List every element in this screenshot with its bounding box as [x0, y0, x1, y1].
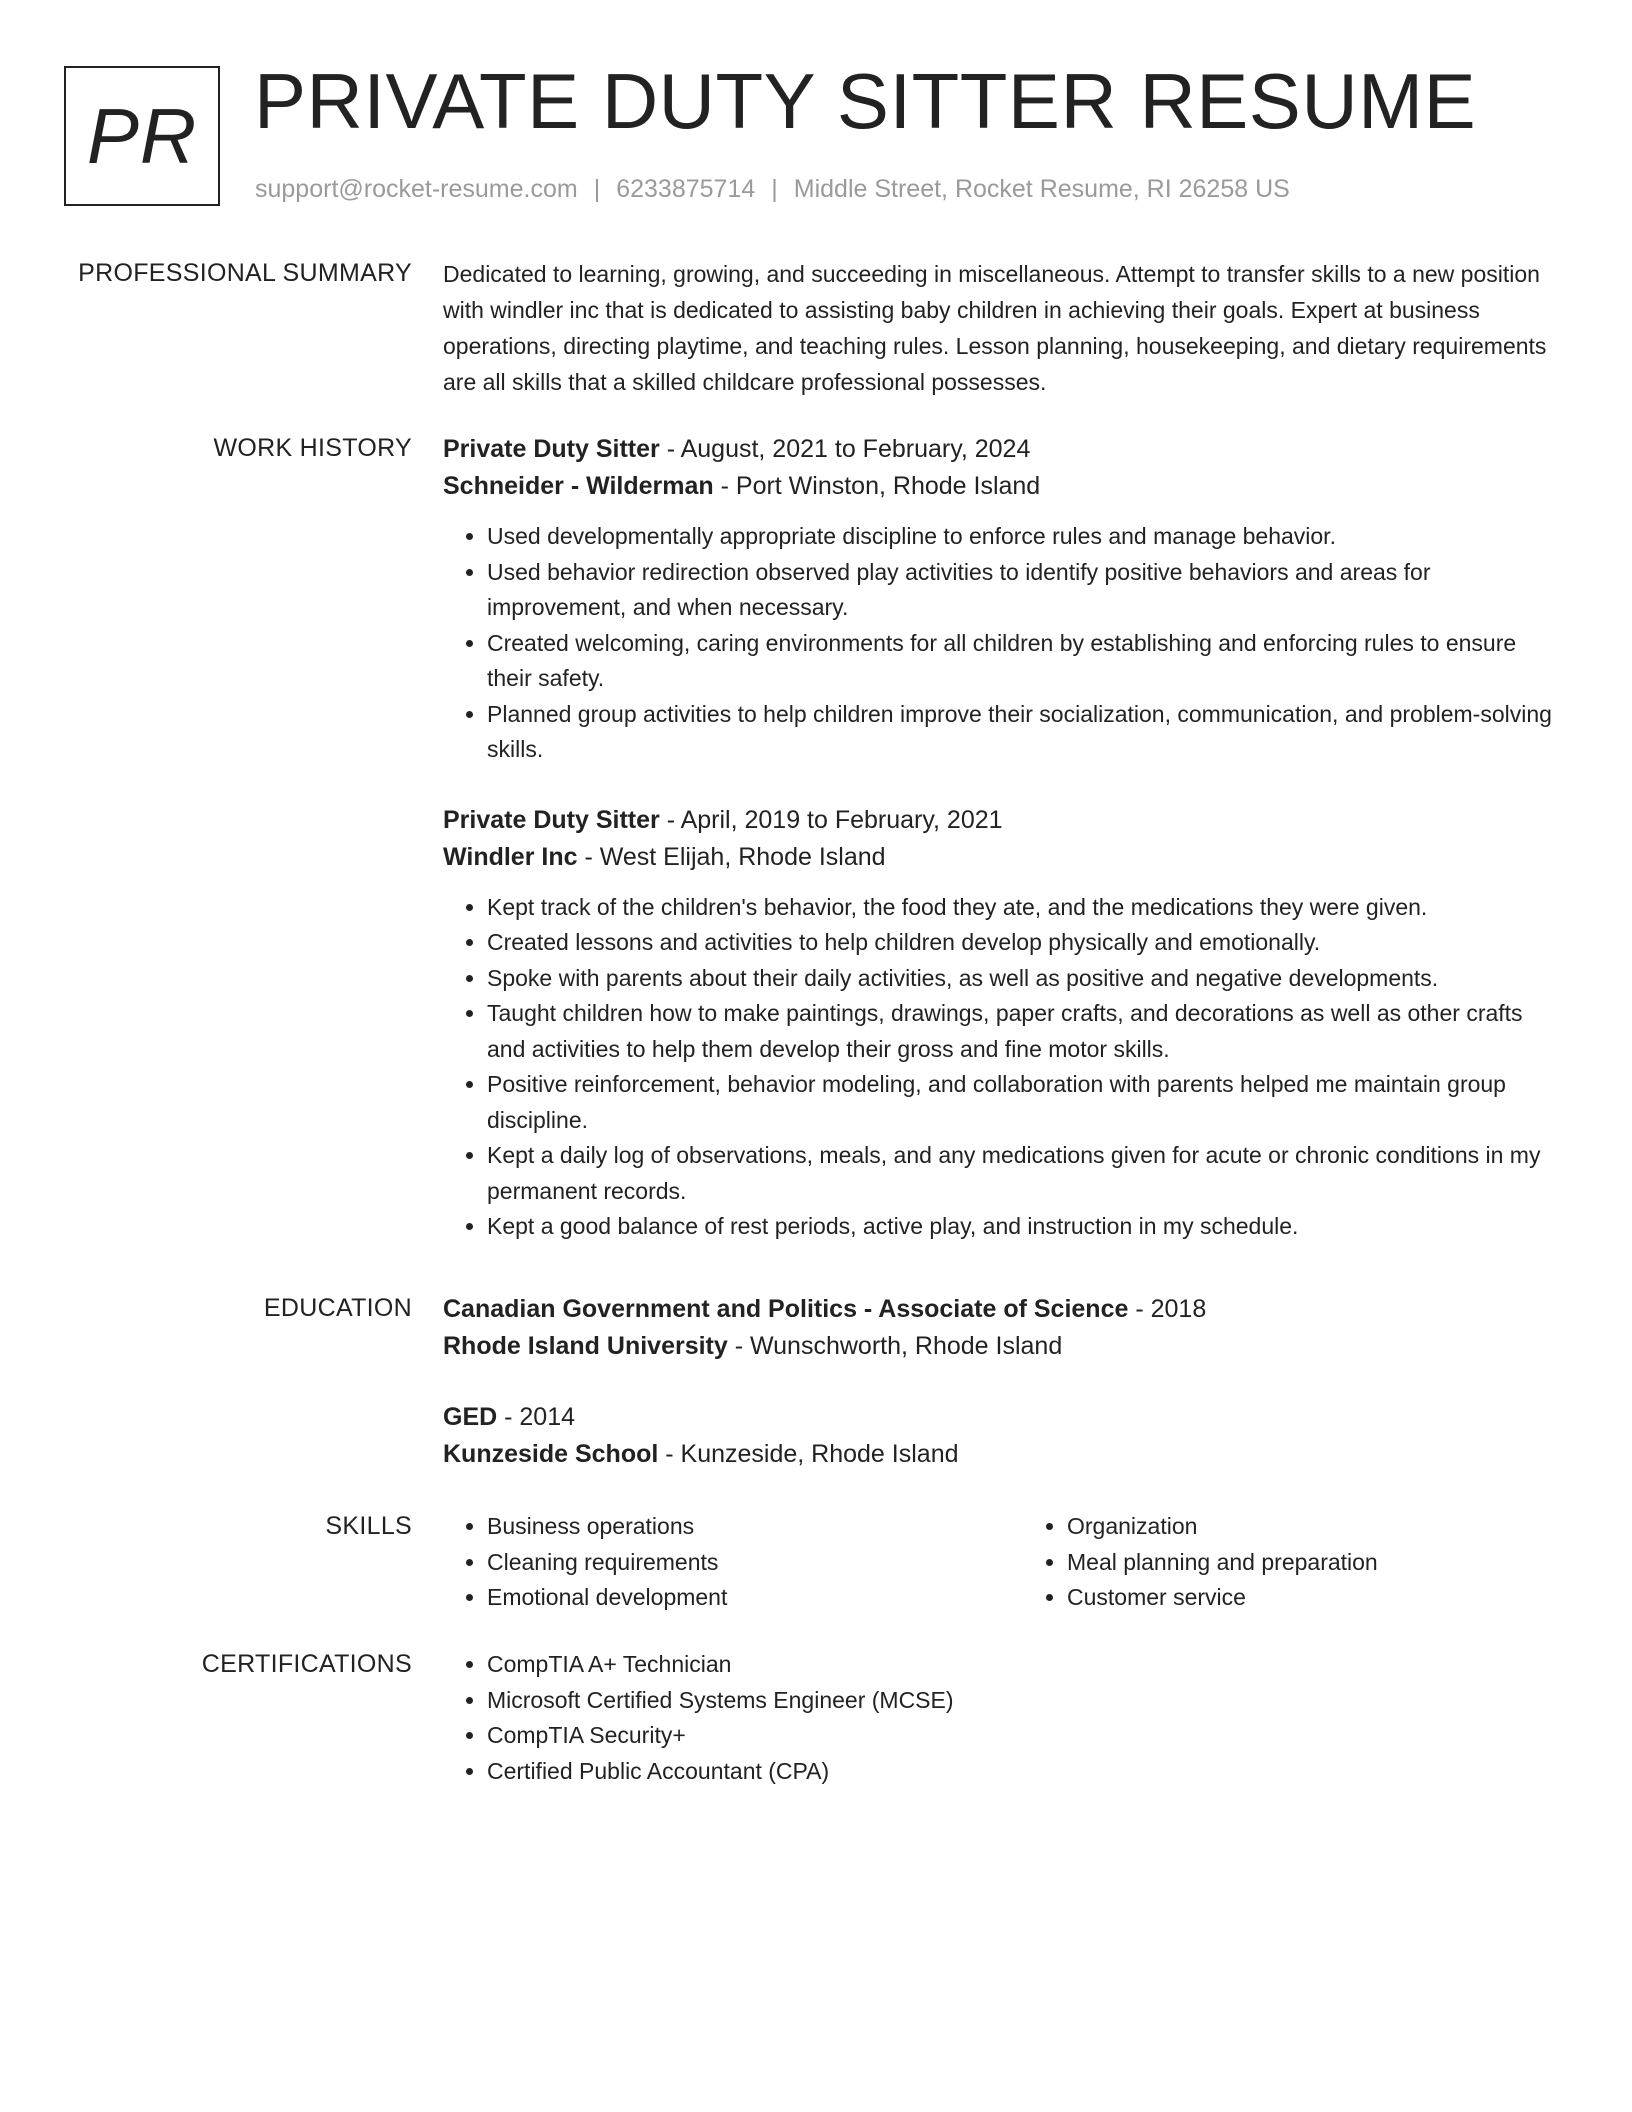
job-bullet: • Kept a daily log of observations, meals, and any medications given for acute or chronic conditions in my permanent records.	[487, 1138, 1558, 1209]
job-company-line	[443, 839, 1558, 876]
job-dates: - April, 2019 to February, 2021	[659, 805, 1003, 834]
monogram-initials: PR	[86, 91, 198, 180]
education-school: Rhode Island University	[443, 1332, 728, 1360]
job-bullet: • Created welcoming, caring environments for all children by establishing and enforcing rules to ensure their safety.	[487, 626, 1558, 697]
skill-item: • Meal planning and preparation	[1067, 1545, 1558, 1581]
certifications-list	[443, 1647, 1558, 1789]
contact-separator: |	[771, 175, 778, 203]
education-entry	[443, 1399, 1558, 1473]
skills-list-left	[443, 1509, 978, 1616]
contact-separator: |	[593, 175, 601, 203]
job-bullet-list	[443, 519, 1558, 768]
job-location: - West Elijah, Rhode Island	[577, 842, 886, 871]
education-degree: Canadian Government and Politics - Associate of Science	[443, 1295, 1129, 1323]
skills-body	[443, 1509, 1558, 1616]
contact-line	[255, 172, 1290, 206]
job-bullet: • Taught children how to make paintings, drawings, paper crafts, and decorations as well as other crafts and activities to help them develop their gross and fine motor skills.	[487, 996, 1558, 1067]
summary-text: Dedicated to learning, growing, and succeeding in miscellaneous. Attempt to transfer skills to a new position with windler inc that is dedicated to assisting baby children in achieving their goals. Expert at business operations, directing playtime, and teaching rules. Lesson planning, housekeeping, and dietary requirements are all skills that a skilled childcare professional possesses.	[443, 261, 1547, 395]
certification-item: • CompTIA A+ Technician	[487, 1647, 1558, 1683]
education-location: - Kunzeside, Rhode Island	[658, 1440, 959, 1468]
job-bullet-list	[443, 890, 1558, 1245]
certification-item: • CompTIA Security+	[487, 1718, 1558, 1754]
skills-label: SKILLS	[325, 1512, 412, 1540]
work-label: WORK HISTORY	[213, 434, 412, 462]
education-body	[443, 1291, 1558, 1473]
job-company-line	[443, 468, 1558, 505]
job-bullet: • Kept track of the children's behavior, the food they ate, and the medications they were given.	[487, 890, 1558, 926]
job-bullet: • Created lessons and activities to help children develop physically and emotionally.	[487, 925, 1558, 961]
certification-item: • Microsoft Certified Systems Engineer (MCSE)	[487, 1683, 1558, 1719]
summary-label: PROFESSIONAL SUMMARY	[78, 259, 412, 287]
skill-item: • Organization	[1067, 1509, 1558, 1545]
certifications-label: CERTIFICATIONS	[201, 1650, 412, 1678]
education-year: - 2018	[1128, 1295, 1207, 1323]
job-entry	[443, 802, 1558, 1245]
education-school-line	[443, 1436, 1558, 1473]
job-bullet: • Planned group activities to help children improve their socialization, communication, and problem-solving skills.	[487, 697, 1558, 768]
contact-email: support@rocket-resume.com	[255, 175, 578, 203]
job-company: Schneider - Wilderman	[443, 472, 714, 500]
job-company: Windler Inc	[443, 842, 578, 871]
skills-list-right	[1023, 1509, 1558, 1616]
contact-phone: 6233875714	[616, 175, 756, 203]
education-degree-line	[443, 1291, 1558, 1328]
contact-address: Middle Street, Rocket Resume, RI 26258 US	[793, 175, 1290, 203]
job-bullet: • Positive reinforcement, behavior modeling, and collaboration with parents helped me maintain group discipline.	[487, 1067, 1558, 1138]
monogram-box	[64, 66, 220, 206]
education-school: Kunzeside School	[443, 1440, 659, 1468]
job-bullet: • Spoke with parents about their daily activities, as well as positive and negative developments.	[487, 961, 1558, 997]
education-degree: GED	[443, 1403, 498, 1431]
resume-title: PRIVATE DUTY SITTER RESUME	[254, 57, 1477, 145]
job-bullet: • Used developmentally appropriate discipline to enforce rules and manage behavior.	[487, 519, 1558, 555]
job-title-line	[443, 431, 1558, 468]
skill-item: • Business operations	[487, 1509, 978, 1545]
job-entry	[443, 431, 1558, 768]
education-school-line	[443, 1328, 1558, 1365]
work-body	[443, 431, 1558, 1245]
education-degree-line	[443, 1399, 1558, 1436]
education-label: EDUCATION	[263, 1294, 412, 1322]
job-bullet: • Used behavior redirection observed play activities to identify positive behaviors and areas for improvement, and when necessary.	[487, 555, 1558, 626]
job-bullet: • Kept a good balance of rest periods, active play, and instruction in my schedule.	[487, 1209, 1558, 1245]
job-location: - Port Winston, Rhode Island	[713, 472, 1041, 500]
summary-body	[443, 256, 1558, 400]
job-title-line	[443, 802, 1558, 839]
certification-item: • Certified Public Accountant (CPA)	[487, 1754, 1558, 1790]
job-title: Private Duty Sitter	[443, 435, 660, 463]
job-dates: - August, 2021 to February, 2024	[659, 435, 1031, 463]
skill-item: • Cleaning requirements	[487, 1545, 978, 1581]
certifications-body	[443, 1647, 1558, 1789]
job-title: Private Duty Sitter	[443, 805, 660, 834]
skill-item: • Emotional development	[487, 1580, 978, 1616]
education-year: - 2014	[497, 1403, 576, 1431]
education-location: - Wunschworth, Rhode Island	[727, 1332, 1063, 1360]
skill-item: • Customer service	[1067, 1580, 1558, 1616]
education-entry	[443, 1291, 1558, 1365]
